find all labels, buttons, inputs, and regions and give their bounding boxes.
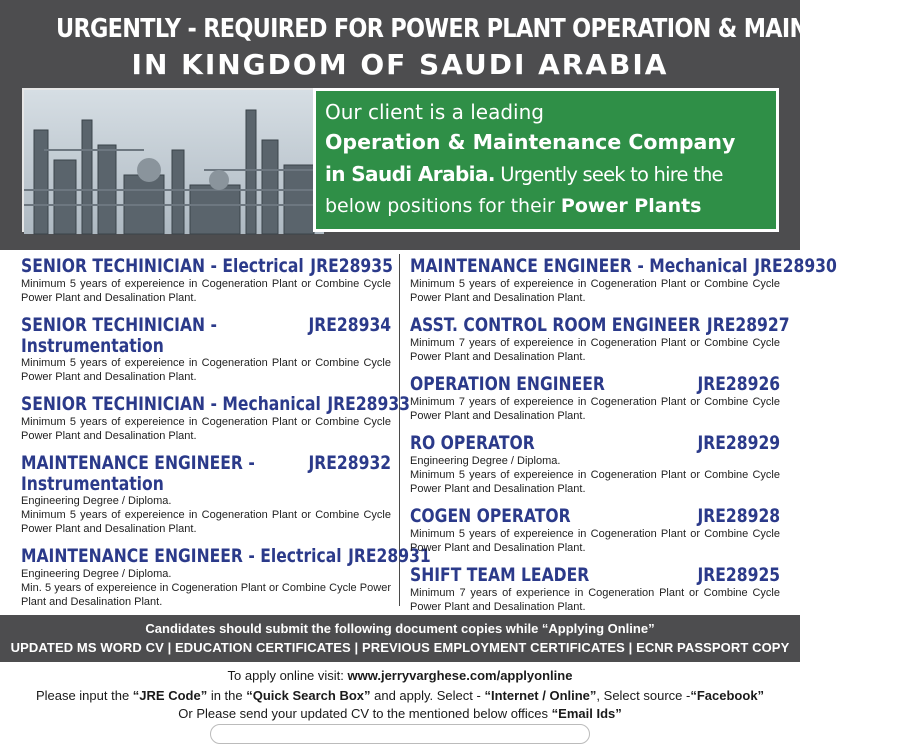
- job-requirement: Minimum 7 years of expereience in Cogeneration Plant or Combine Cycle Power Plant and Desalination Plant.: [410, 396, 780, 422]
- job-requirement: Minimum 5 years of expereience in Cogeneration Plant or Combine Cycle Power Plant and Desalination Plant.: [21, 278, 391, 304]
- job-code: JRE28928: [697, 505, 781, 527]
- job-description: [21, 494, 391, 536]
- job-description: [21, 356, 391, 384]
- job-listing: [410, 433, 780, 496]
- job-code: JRE28932: [308, 452, 392, 474]
- power-plant-illustration: [24, 90, 324, 234]
- job-title-row: [21, 453, 391, 474]
- job-description: [21, 277, 391, 305]
- job-code: JRE28934: [308, 314, 392, 336]
- intro-line-2: Operation & Maintenance Company: [325, 130, 736, 154]
- job-title-row: [21, 545, 431, 567]
- documents-list: UPDATED MS WORD CV | EDUCATION CERTIFICATES | PREVIOUS EMPLOYMENT CERTIFICATES | ECNR PASSPORT COPY: [10, 640, 790, 655]
- job-listing: [21, 545, 431, 609]
- job-listing: [410, 565, 780, 614]
- job-listing: [21, 256, 391, 305]
- job-title-row: [410, 506, 780, 527]
- job-title: RO OPERATOR: [410, 432, 535, 454]
- email-ids-label: “Email Ids”: [551, 706, 622, 721]
- apply-text-g: , Select source -: [596, 688, 691, 703]
- job-code: JRE28933: [327, 393, 411, 415]
- job-description: [410, 454, 780, 496]
- apply-text-a: Please input the: [35, 688, 133, 703]
- job-title: MAINTENANCE ENGINEER - Electrical: [21, 545, 342, 567]
- facebook-label: “Facebook”: [690, 688, 765, 703]
- job-requirement: Min. 5 years of expereience in Cogeneration Plant or Combine Cycle Power Plant and Desalination Plant.: [21, 582, 391, 608]
- job-title-row: [21, 315, 391, 336]
- apply-text-c: in the: [207, 688, 247, 703]
- job-requirement: Minimum 5 years of expereience in Cogeneration Plant or Combine Cycle Power Plant and Desalination Plant.: [410, 528, 780, 554]
- job-title: SHIFT TEAM LEADER: [410, 564, 590, 586]
- intro-line-1: Our client is a leading: [325, 100, 544, 124]
- job-title-row: [410, 374, 780, 395]
- job-code: JRE28925: [697, 564, 781, 586]
- job-listing: [21, 393, 411, 443]
- job-title: ASST. CONTROL ROOM ENGINEER: [410, 314, 701, 336]
- job-code: JRE28929: [697, 432, 781, 454]
- job-code: JRE28931: [348, 545, 431, 567]
- job-requirement: Minimum 7 years of experience in Cogeneration Plant or Combine Cycle Power Plant and Desalination Plant.: [410, 587, 780, 613]
- job-requirement: Minimum 5 years of expereience in Cogeneration Plant or Combine Cycle Power Plant and Desalination Plant.: [21, 509, 391, 535]
- apply-online-url[interactable]: www.jerryvarghese.com/applyonline: [347, 668, 573, 683]
- job-code: JRE28930: [754, 255, 837, 277]
- documents-intro: Candidates should submit the following document copies while “Applying Online”: [145, 621, 655, 636]
- job-title: MAINTENANCE ENGINEER -: [21, 452, 255, 474]
- apply-online-label: To apply online visit:: [227, 668, 348, 683]
- job-code: JRE28926: [697, 373, 781, 395]
- headline: URGENTLY - REQUIRED FOR POWER PLANT OPERATION & MAINTENANCE: [56, 14, 920, 44]
- quick-search-label: “Quick Search Box”: [246, 688, 371, 703]
- job-requirement: Minimum 5 years of expereience in Cogeneration Plant or Combine Cycle Power Plant and Desalination Plant.: [21, 357, 391, 383]
- job-description: [410, 586, 780, 614]
- job-title: SENIOR TECHINICIAN - Mechanical: [21, 393, 321, 415]
- intro-line-3-rest: Urgently seek to hire the: [494, 163, 723, 186]
- job-description: [21, 415, 391, 443]
- job-requirement: Minimum 5 years of expereience in Cogeneration Plant or Combine Cycle Power Plant and Desalination Plant.: [21, 416, 391, 442]
- apply-instructions-line: [0, 688, 800, 703]
- power-plant-photo: [22, 88, 322, 232]
- intro-line-3: [325, 162, 723, 186]
- subheadline: IN KINGDOM OF SAUDI ARABIA: [131, 48, 669, 81]
- job-description: [410, 336, 780, 364]
- job-title-row: [410, 565, 780, 586]
- job-requirement: Minimum 5 years of expereience in Cogeneration Plant or Combine Cycle Power Plant and Desalination Plant.: [410, 469, 780, 495]
- job-qualification: Engineering Degree / Diploma.: [410, 455, 561, 467]
- job-listing: [21, 315, 391, 384]
- intro-line-4: [325, 195, 702, 217]
- job-title-row: [410, 314, 790, 336]
- job-description: [410, 277, 780, 305]
- bottom-decoration: [210, 724, 590, 744]
- job-code: JRE28927: [706, 314, 790, 336]
- job-listing: [410, 314, 790, 364]
- intro-line-4-rest: below positions for their: [325, 195, 561, 217]
- job-qualification: Engineering Degree / Diploma.: [21, 495, 172, 507]
- jobs-right-column: [410, 255, 837, 614]
- job-listing: [410, 255, 837, 305]
- job-listing: [410, 374, 780, 423]
- apply-online-line: [0, 668, 800, 683]
- jre-code-label: “JRE Code”: [132, 688, 208, 703]
- job-description: [410, 527, 780, 555]
- job-title-row: [410, 255, 837, 277]
- job-title-continued: Instrumentation: [21, 335, 164, 357]
- job-title-row: [21, 393, 411, 415]
- job-title: MAINTENANCE ENGINEER - Mechanical: [410, 255, 748, 277]
- job-title: COGEN OPERATOR: [410, 505, 571, 527]
- job-title: OPERATION ENGINEER: [410, 373, 605, 395]
- email-cv-text: Or Please send your updated CV to the mentioned below offices: [178, 706, 552, 721]
- job-title: SENIOR TECHINICIAN - Electrical: [21, 255, 304, 277]
- email-cv-line: [0, 706, 800, 721]
- job-code: JRE28935: [310, 255, 393, 277]
- job-requirement: Minimum 5 years of expereience in Cogeneration Plant or Combine Cycle Power Plant and Desalination Plant.: [410, 278, 780, 304]
- job-title-continued: Instrumentation: [21, 473, 164, 495]
- intro-line-3-bold: in Saudi Arabia.: [325, 162, 495, 186]
- job-listing: [410, 506, 780, 555]
- intro-box: [313, 88, 779, 232]
- job-description: [410, 395, 780, 423]
- job-requirement: Minimum 7 years of expereience in Cogeneration Plant or Combine Cycle Power Plant and Desalination Plant.: [410, 337, 780, 363]
- job-qualification: Engineering Degree / Diploma.: [21, 568, 172, 580]
- job-title-row: [410, 433, 780, 454]
- intro-line-4-bold: Power Plants: [560, 195, 702, 217]
- job-title-row: [21, 256, 391, 277]
- apply-text-e: and apply. Select -: [370, 688, 485, 703]
- internet-online-label: “Internet / Online”: [484, 688, 597, 703]
- job-description: [21, 567, 391, 609]
- job-listing: [21, 453, 391, 536]
- jobs-left-column: [21, 255, 431, 609]
- job-title: SENIOR TECHINICIAN -: [21, 314, 217, 336]
